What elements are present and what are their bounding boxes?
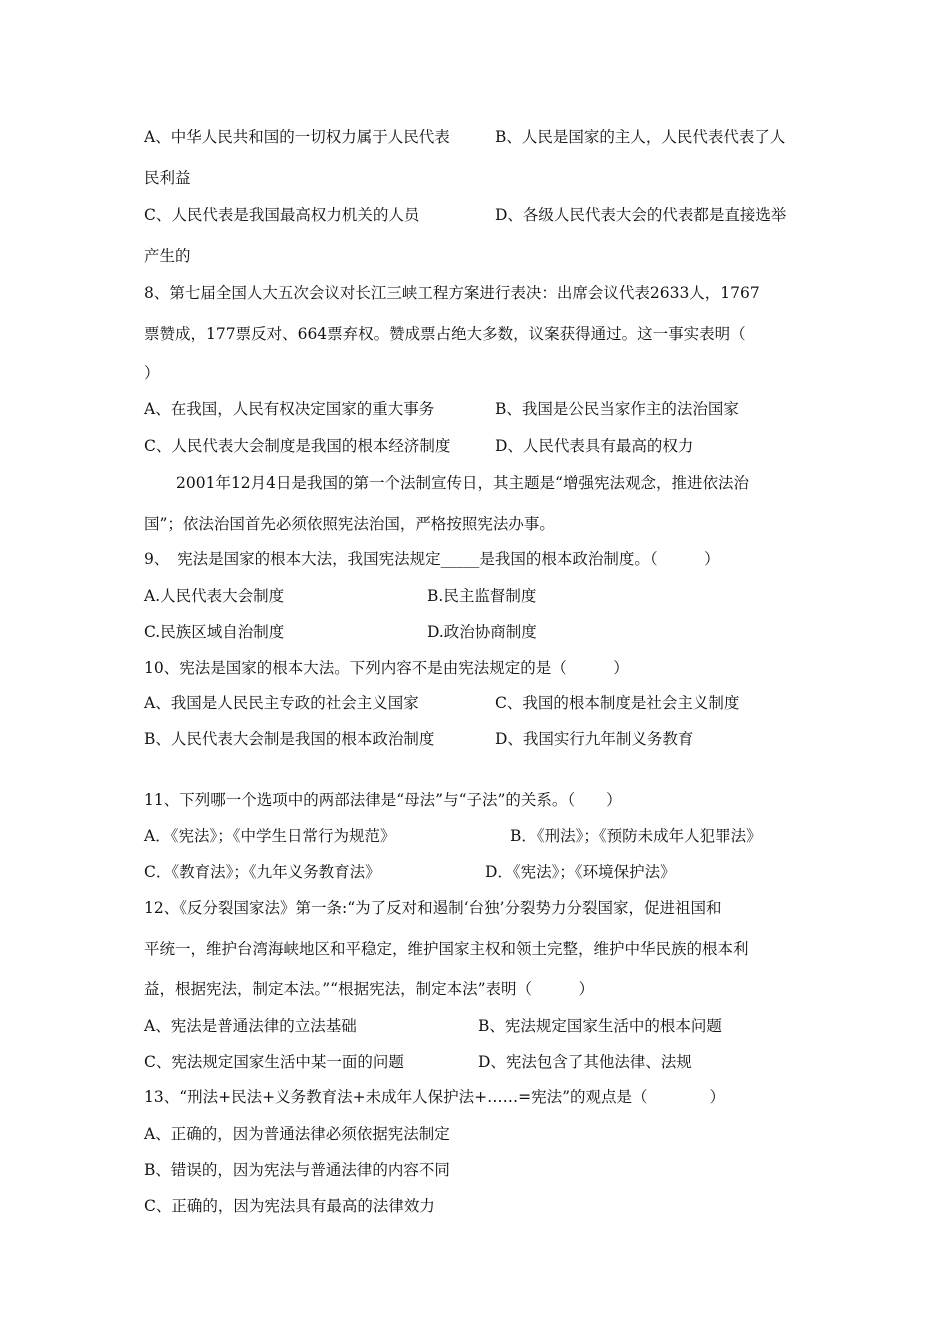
q8-option-b: B、我国是公民当家作主的法治国家: [495, 400, 739, 418]
q7-option-a: A、中华人民共和国的一切权力属于人民代表: [144, 128, 450, 146]
q9-option-d: D.政治协商制度: [427, 623, 537, 641]
q9-option-c: C.民族区域自治制度: [144, 623, 285, 641]
q7-option-b: B、人民是国家的主人，人民代表代表了人: [495, 128, 786, 146]
q12-stem-line-3: 益，根据宪法，制定本法。”“根据宪法，制定本法”表明（ ）: [144, 980, 595, 998]
q9-stem: 9、 宪法是国家的根本大法，我国宪法规定_____是我国的根本政治制度。（ ）: [144, 550, 720, 568]
q10-stem: 10、宪法是国家的根本大法。下列内容不是由宪法规定的是（ ）: [144, 659, 629, 677]
q10-option-b: B、人民代表大会制是我国的根本政治制度: [144, 730, 435, 748]
q8-stem-line-1: 8、第七届全国人大五次会议对长江三峡工程方案进行表决：出席会议代表2633人，1767: [144, 284, 760, 302]
q11-option-b: B．《刑法》；《预防未成年人犯罪法》: [510, 827, 762, 845]
q12-option-b: B、宪法规定国家生活中的根本问题: [478, 1017, 722, 1035]
q13-option-b: B、错误的，因为宪法与普通法律的内容不同: [144, 1161, 450, 1179]
intro-paragraph-line-1: 2001年12月4日是我国的第一个法制宣传日，其主题是“增强宪法观念，推进依法治: [176, 474, 749, 492]
q10-option-c: C、我国的根本制度是社会主义制度: [495, 694, 740, 712]
q7-option-c: C、人民代表是我国最高权力机关的人员: [144, 206, 420, 224]
q7-option-d-continued: 产生的: [144, 247, 191, 265]
q8-stem-line-2: 票赞成，177票反对、664票弃权。赞成票占绝大多数，议案获得通过。这一事实表明（: [144, 325, 746, 343]
q13-stem: 13、“刑法+民法+义务教育法+未成年人保护法+……=宪法”的观点是（ ）: [144, 1088, 726, 1106]
q8-option-d: D、人民代表具有最高的权力: [495, 437, 694, 455]
q13-option-a: A、正确的，因为普通法律必须依据宪法制定: [144, 1125, 450, 1143]
q12-option-d: D、宪法包含了其他法律、法规: [478, 1053, 692, 1071]
q11-option-a: A．《宪法》；《中学生日常行为规范》: [144, 827, 396, 845]
q13-option-c: C、正确的，因为宪法具有最高的法律效力: [144, 1197, 435, 1215]
q10-option-d: D、我国实行九年制义务教育: [495, 730, 694, 748]
q11-option-d: D．《宪法》；《环境保护法》: [485, 863, 676, 881]
q11-stem: 11、下列哪一个选项中的两部法律是“母法”与“子法”的关系。（ ）: [144, 791, 622, 809]
q12-stem-line-2: 平统一，维护台湾海峡地区和平稳定，维护国家主权和领土完整，维护中华民族的根本利: [144, 940, 749, 958]
q8-option-a: A、在我国，人民有权决定国家的重大事务: [144, 400, 435, 418]
q9-option-b: B.民主监督制度: [427, 587, 537, 605]
q11-option-c: C．《教育法》；《九年义务教育法》: [144, 863, 381, 881]
q8-option-c: C、人民代表大会制度是我国的根本经济制度: [144, 437, 451, 455]
q9-option-a: A.人民代表大会制度: [144, 587, 285, 605]
q7-option-b-continued: 民利益: [144, 169, 191, 187]
q10-option-a: A、我国是人民民主专政的社会主义国家: [144, 694, 419, 712]
q7-option-d: D、各级人民代表大会的代表都是直接选举: [495, 206, 787, 224]
q12-stem-line-1: 12、《反分裂国家法》第一条:“为了反对和遏制‘台独’分裂势力分裂国家，促进祖国和: [144, 899, 722, 917]
q12-option-a: A、宪法是普通法律的立法基础: [144, 1017, 357, 1035]
q8-stem-line-3: ）: [144, 364, 160, 382]
q12-option-c: C、宪法规定国家生活中某一面的问题: [144, 1053, 404, 1071]
intro-paragraph-line-2: 国”；依法治国首先必须依照宪法治国，严格按照宪法办事。: [144, 515, 555, 533]
